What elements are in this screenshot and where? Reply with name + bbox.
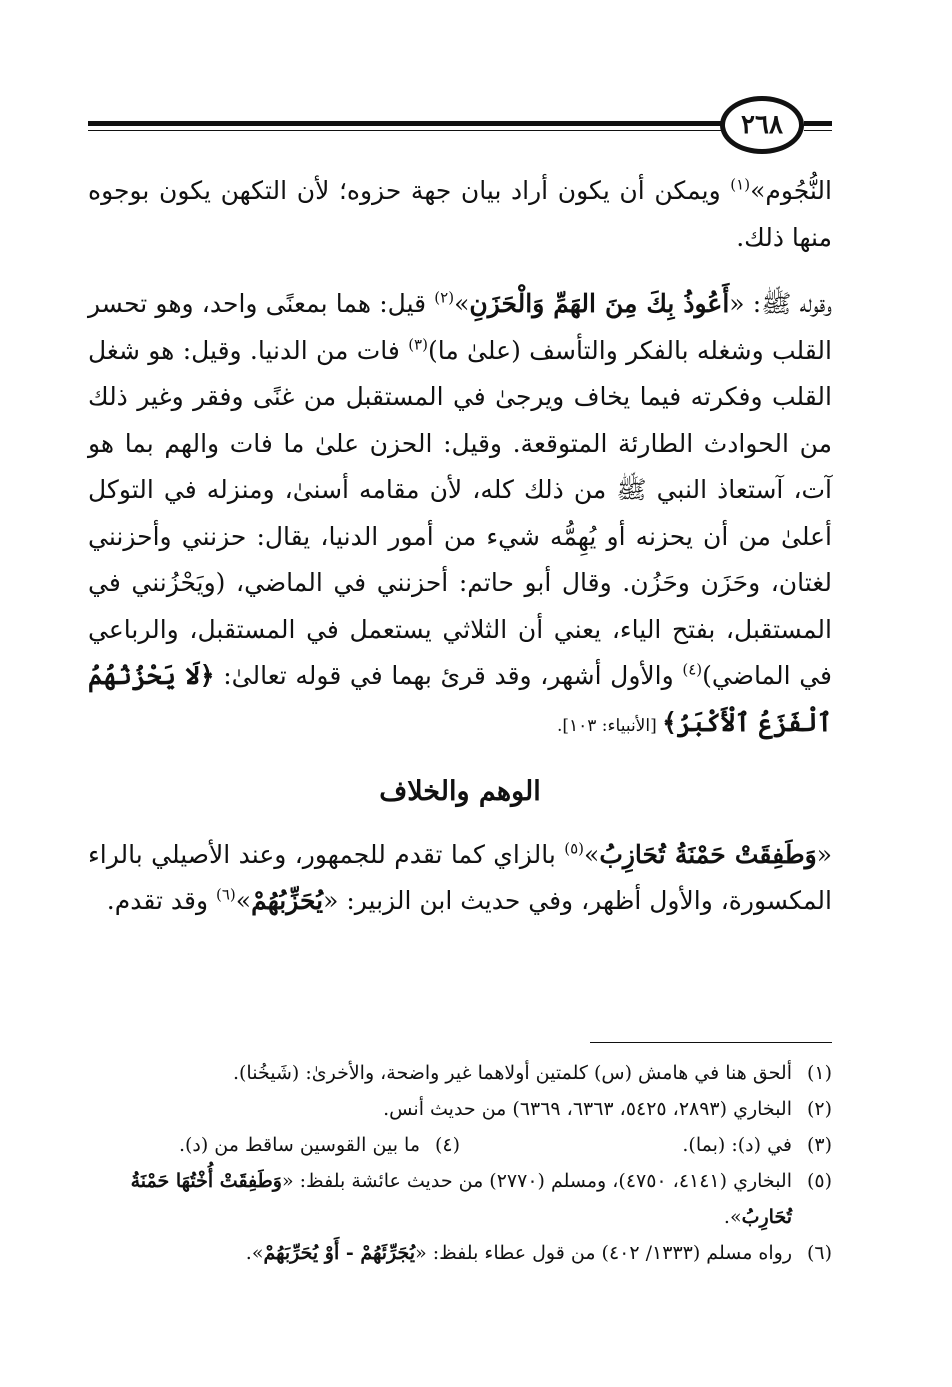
footnote-separator	[590, 1042, 832, 1043]
footnote-number: (٥)	[806, 1170, 832, 1192]
text-run: قيل: هما بمعنًى واحد، وهو تحسر القلب وشغله بالفكر والتأسف (علىٰ ما)	[88, 289, 832, 365]
footnote	[88, 1235, 832, 1271]
footnote-number: (٣)	[806, 1134, 832, 1156]
footnote-number: (١)	[806, 1062, 832, 1084]
main-text	[88, 168, 832, 925]
footnote	[88, 1091, 832, 1127]
text-run: رواه مسلم (١٣٣٣/ ٤٠٢) من قول عطاء بلفظ: «	[415, 1242, 792, 1264]
section-heading: الوهم والخلاف	[379, 776, 541, 807]
hadith-quote: أَعُوذُ بِكَ مِنَ الهَمِّ وَالْحَزَنِ	[469, 289, 730, 318]
text-run: بالزاي كما تقدم للجمهور، وعند الأصيلي بالراء المكسورة، والأول أظهر، وفي حديث ابن الزبير: «	[88, 839, 832, 915]
header-rule-thin	[88, 130, 728, 131]
text-run: »	[584, 839, 600, 869]
paragraph-gap	[88, 261, 832, 281]
footnote-ref: (٢)	[434, 288, 455, 307]
paragraph-2	[88, 281, 832, 749]
footnote-ref: (٦)	[216, 885, 236, 904]
text-run: البخاري (٤١٤١، ٤٧٥٠)، ومسلم (٢٧٧٠) من حديث عائشة بلفظ: «	[281, 1170, 792, 1192]
text-run: وقد تقدم.	[106, 886, 216, 915]
footnote-text: البخاري (٢٨٩٣، ٥٤٢٥، ٦٣٦٣، ٦٣٦٩) من حديث أنس.	[383, 1098, 792, 1120]
paragraph-1	[88, 168, 832, 261]
hadith-quote: يُحَزِّبُهُمْ	[251, 886, 324, 915]
quran-verse: ﴿لَا يَحْزُنُهُمُ ٱلْفَزَعُ ٱلْأَكْبَرُ﴾	[88, 661, 832, 737]
hadith-quote: وَطَفِقَتْ أُخْتُهَا حَمْنَةُ تُحَارِبُ	[130, 1170, 792, 1228]
footnote	[88, 1127, 460, 1163]
page-number: ٢٦٨	[720, 96, 804, 154]
footnote-ref: (١)	[730, 175, 751, 194]
footnote	[88, 1163, 832, 1235]
footnote	[460, 1127, 832, 1163]
footnote-ref: (٥)	[564, 839, 585, 858]
text-run: ».	[723, 1206, 742, 1228]
footnote-number: (٦)	[806, 1242, 832, 1264]
footnotes	[88, 1055, 832, 1271]
text-run: وقوله ﷺ: «	[729, 289, 832, 318]
footnote-ref: (٤)	[682, 660, 703, 679]
paragraph-3	[88, 832, 832, 925]
footnote-text: ألحق هنا في هامش (س) كلمتين أولاهما غير واضحة، والأخرىٰ: (شَيخُنا).	[232, 1062, 792, 1084]
hadith-quote: يُجَرِّئَهُمْ - أَوْ يُحَرِّبَهُمْ	[263, 1242, 416, 1264]
footnote-pair	[88, 1127, 832, 1163]
header-rule-thick	[88, 121, 728, 126]
footnote-text	[88, 1163, 792, 1235]
footnote-text: في (د): (بما).	[682, 1134, 792, 1156]
footnote-number: (٤)	[434, 1134, 460, 1156]
footnote-number: (٢)	[806, 1098, 832, 1120]
footnote	[88, 1055, 832, 1091]
text-run: »	[235, 886, 252, 915]
hadith-quote: وَطَفِقَتْ حَمْنَةُ تُحَازِبُ	[599, 839, 817, 869]
header-rule-thick-right	[804, 121, 832, 126]
text-run: النُّجُوم»	[750, 176, 832, 205]
footnote-text: ما بين القوسين ساقط من (د).	[178, 1134, 420, 1156]
text-run: ».	[245, 1242, 264, 1264]
footnote-ref: (٣)	[408, 335, 428, 354]
text-run: فات من الدنيا. وقيل: هو شغل القلب وفكرته فيما يخاف ويرجىٰ في المستقبل من غنًى وفقر وغير ذلك من الحوادث الطارئة المتوقعة. وقيل: الحزن علىٰ ما فات والهم بما هو آت، آستعاذ النبي ﷺ من ذلك كله، لأن مقامه أسنىٰ، ومنزله في التوكل أعلىٰ من أن يحزنه أو يُهِمُّه شيء من أمور الدنيا، يقال: حزنني وأحزنني لغتان، وحَزَن وحَزُن. وقال أبو حاتم: أحزنني في الماضي، (ويَحْزُنني في المستقبل، بفتح الياء، يعني أن الثلاثي يستعمل في المستقبل، والرباعي في الماضي)	[88, 335, 833, 690]
footnote-text	[88, 1235, 792, 1271]
header-rule-thin-right	[804, 130, 832, 131]
text-run: «	[816, 839, 832, 869]
verse-reference: [الأنبياء: ١٠٣].	[556, 715, 663, 736]
text-run: »	[454, 289, 470, 318]
text-run: والأول أشهر، وقد قرئ بهما في قوله تعالىٰ:	[214, 661, 683, 690]
page-header	[88, 96, 832, 160]
text-run: ويمكن أن يكون أراد بيان جهة حزوه؛ لأن التكهن يكون بوجوه منها ذلك.	[88, 176, 832, 252]
